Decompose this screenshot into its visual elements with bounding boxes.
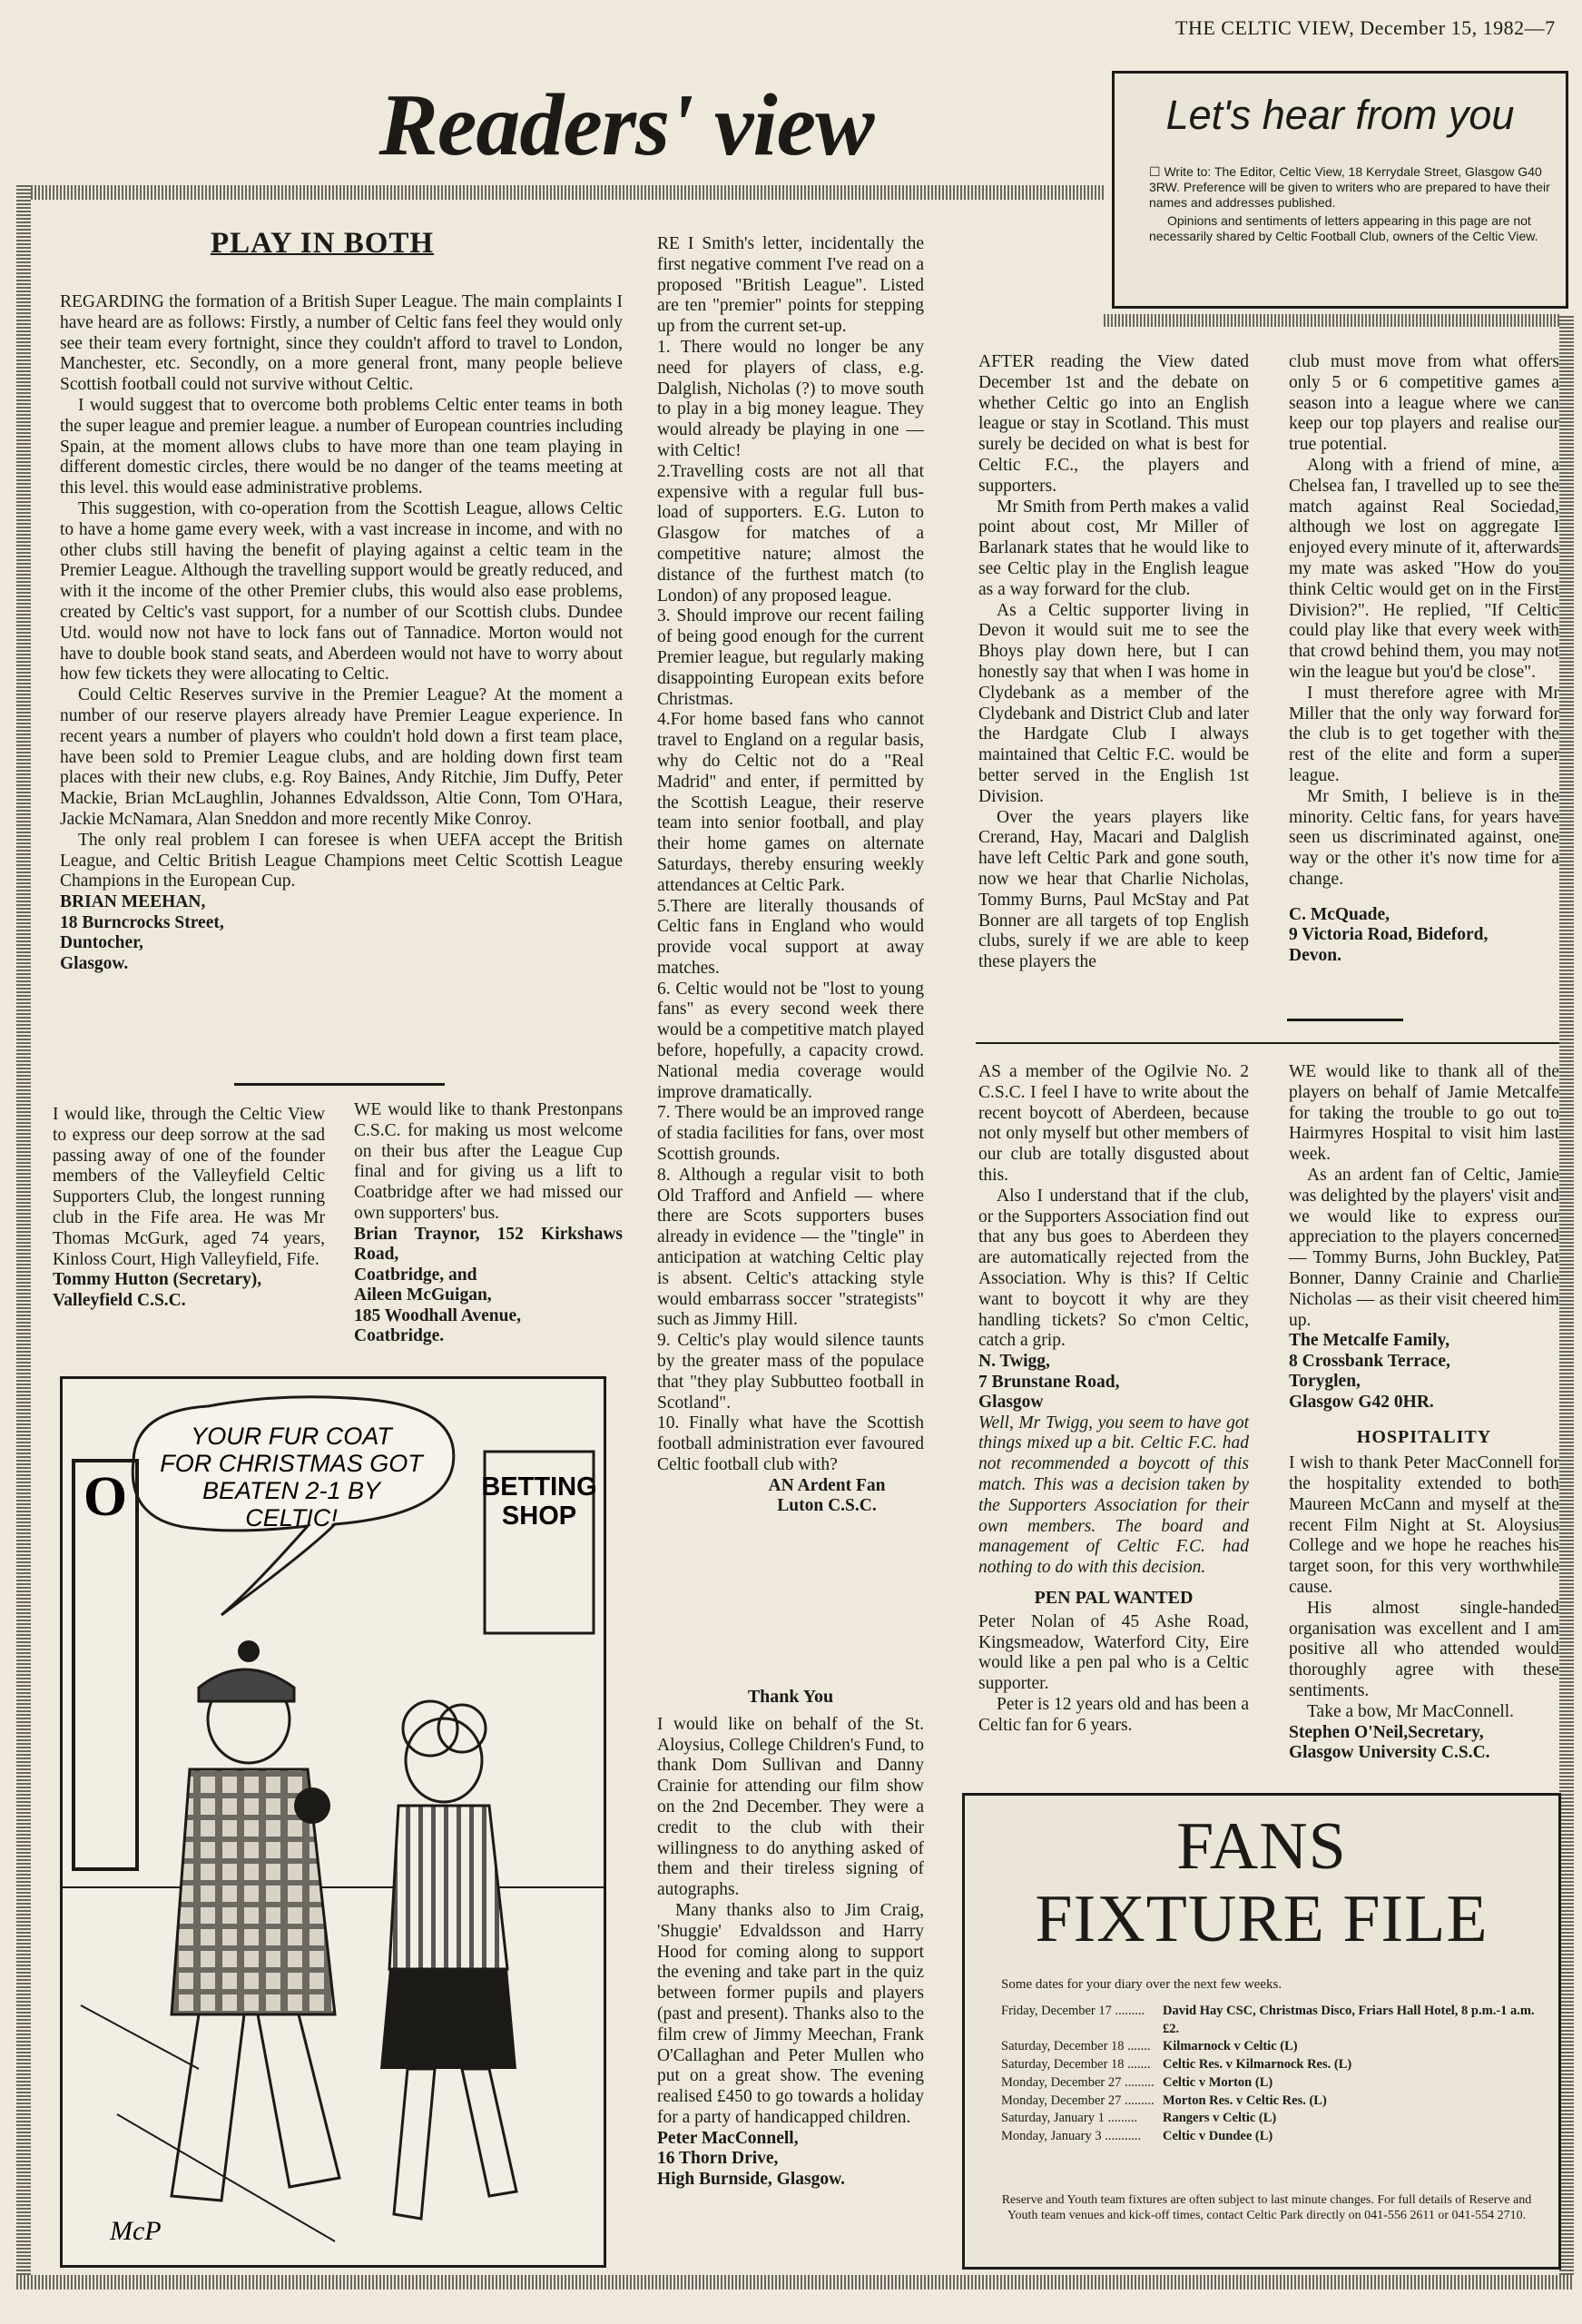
signature bbox=[1289, 1331, 1559, 1413]
signature-line: 9 Victoria Road, Bideford, bbox=[1289, 925, 1489, 945]
after-view-letter-col1 bbox=[978, 352, 1249, 973]
ardent-fan-letter bbox=[657, 234, 924, 1517]
signature-line: Glasgow. bbox=[60, 953, 129, 973]
letter-paragraph: I would like on behalf of the St. Aloysius, College Children's Fund, to thank Dom Sullivan and Danny Crainie for attending our film show on the 2nd December. They were a credit to the club with their willingness to do anything asked of them and their tireless signing of autographs. bbox=[657, 1714, 924, 1900]
right-hatched-border bbox=[1559, 314, 1574, 2290]
signature-line: Aileen McGuigan, bbox=[354, 1285, 492, 1305]
signature bbox=[657, 2129, 924, 2191]
letter-paragraph: AS a member of the Ogilvie No. 2 C.S.C. I feel I have to write about the recent boycott of Aberdeen, because not only myself but other members of our club are totally disgusted about this. bbox=[978, 1062, 1249, 1185]
signature-line: Stephen O'Neil,Secretary, bbox=[1289, 1722, 1484, 1742]
list-item: 2.Travelling costs are not all that expensive with a regular full bus-load of supporters. E.G. Luton to Glasgow for matches of a competitive nature; almost the distance of the furthest match (to London) of any proposed league. bbox=[657, 461, 924, 606]
letter-paragraph: WE would like to thank Prestonpans C.S.C. for making us most welcome on their bus after the League Cup final and for giving us a lift to Coatbridge after we had missed our own supporters' bus. bbox=[354, 1100, 623, 1223]
cartoon-illustration bbox=[63, 1379, 604, 2265]
letter-paragraph: REGARDING the formation of a British Super League. The main complaints I have heard are as follows: Firstly, a number of Celtic fans feel they would only see their team every fortnight, since they couldn't afford to travel to London, Manchester, etc. Secondly, on a more general front, many people believe Scottish football could not survive without Celtic. bbox=[60, 292, 623, 395]
letter-paragraph: Along with a friend of mine, a Chelsea fan, I travelled up to see the match against Real Sociedad, although we lost on aggregate I enjoyed every minute of it, afterwards my mate was asked "How do you think Celtic would get on in the First Division?". He replied, "If Celtic could play like that every week with that crowd behind them, you may not win the league but you'd be close". bbox=[1289, 455, 1559, 682]
signature-line: Luton C.S.C. bbox=[777, 1496, 877, 1516]
fixture-date: Saturday, December 18 ....... bbox=[1001, 2039, 1151, 2054]
signature-line: Coatbridge. bbox=[354, 1326, 445, 1346]
speech-bubble-line: BEATEN 2-1 BY bbox=[201, 1477, 381, 1504]
fixture-title-line: FANS bbox=[1176, 1809, 1347, 1884]
thank-you-heading: Thank You bbox=[747, 1687, 834, 1707]
fixture-row bbox=[1001, 2003, 1546, 2038]
letter-paragraph: This suggestion, with co-operation from the Scottish League, allows Celtic to have a home game every week, with a vast increase in income, and with no other clubs still having the benefit of playing against a celtic team in the Premier League. Although the travelling support would be greatly reduced, and with it the income of the other Premier clubs, this would also ease problems, created by Celtic's vast support, for a number of our Scottish clubs. Dundee Utd. would now not have to lock fans out of Tannadice. Morton would not have to double book stand seats, and Aberdeen would not have to worry about how few tickets they were allocating to Celtic. bbox=[60, 498, 623, 684]
fixture-event: Celtic Res. v Kilmarnock Res. (L) bbox=[1163, 2057, 1352, 2073]
prestonpans-letter bbox=[354, 1100, 623, 1347]
artist-signature: McP bbox=[110, 2216, 162, 2246]
after-view-letter-col2 bbox=[1289, 352, 1559, 966]
signature-line: Devon. bbox=[1289, 945, 1341, 965]
fixture-file-box bbox=[962, 1793, 1561, 2270]
letter-paragraph: WE would like to thank all of the players on behalf of Jamie Metcalfe for taking the trouble to go out to Hairmyres Hospital to visit him last week. bbox=[1289, 1062, 1559, 1165]
fixture-row bbox=[1001, 2093, 1546, 2111]
signature bbox=[53, 1270, 325, 1311]
fixture-event: Celtic v Morton (L) bbox=[1163, 2074, 1273, 2090]
fixture-list bbox=[1001, 2003, 1546, 2146]
letter-paragraph: Mr Smith, I believe is in the minority. Celtic fans, for years have seen us discriminated against, one way or the other it's now time for a change. bbox=[1289, 786, 1559, 889]
letter-paragraph: Take a bow, Mr MacConnell. bbox=[1307, 1701, 1515, 1721]
signature bbox=[657, 1476, 924, 1517]
fixture-row bbox=[1001, 2074, 1546, 2093]
top-hatched-border bbox=[16, 185, 1104, 200]
list-item: 6. Celtic would not be "lost to young fans" as every second week there would be a competitive match played before, hopefully, a capacity crowd. National media coverage would improve dramatically. bbox=[657, 979, 924, 1102]
fixture-date: Monday, December 27 ......... bbox=[1001, 2074, 1155, 2090]
letter-paragraph: As a Celtic supporter living in Devon it would suit me to see the Bhoys play down here, but I can honestly say that when I was home in Clydebank as a member of the Clydebank and District Club and later the Hardgate Club I always maintained that Celtic F.C. would be better served in the English 1st Division. bbox=[978, 600, 1249, 806]
metcalfe-letter bbox=[1289, 1062, 1559, 1764]
speech-bubble-line: FOR CHRISTMAS GOT bbox=[160, 1450, 423, 1477]
signature-line: Glasgow bbox=[978, 1393, 1044, 1413]
fixture-date: Friday, December 17 ......... bbox=[1001, 2004, 1145, 2018]
signature-line: AN Ardent Fan bbox=[768, 1475, 886, 1495]
signature-line: Coatbridge, and bbox=[354, 1265, 477, 1285]
signature-line: 185 Woodhall Avenue, bbox=[354, 1305, 522, 1325]
fixture-event: Rangers v Celtic (L) bbox=[1163, 2111, 1277, 2126]
fixture-row bbox=[1001, 2038, 1546, 2056]
fixture-date: Saturday, January 1 ......... bbox=[1001, 2111, 1138, 2126]
speech-bubble-line: YOUR FUR COAT bbox=[191, 1423, 392, 1450]
cartoon bbox=[60, 1376, 606, 2268]
contact-box-title: Let's hear from you bbox=[1165, 92, 1515, 138]
page-title: Readers' view bbox=[378, 76, 874, 174]
contact-address: Write to: The Editor, Celtic View, 18 Kerrydale Street, Glasgow G40 3RW. Preference will be given to writers who are prepared to have their names and addresses published. bbox=[1149, 164, 1550, 210]
signature-line: C. McQuade, bbox=[1289, 904, 1390, 924]
letter-paragraph: I would like, through the Celtic View to express our deep sorrow at the sad passing away of one of the founder members of the Valleyfield Celtic Supporters Club, the longest running club in the Fife area. He was Mr Thomas McGurk, aged 74 years, Kinloss Court, High Valleyfield, Fife. bbox=[53, 1105, 325, 1269]
fixture-event: Kilmarnock v Celtic (L) bbox=[1163, 2039, 1298, 2054]
letter-paragraph: I wish to thank Peter MacConnell for the hospitality extended to both Maureen McCann and myself at the recent Film Night at St. Aloysius College and we hope he reaches his target soon, for this very worthwhile cause. bbox=[1289, 1453, 1559, 1597]
left-hatched-border bbox=[16, 185, 31, 2290]
fixture-row bbox=[1001, 2110, 1546, 2128]
letter-paragraph: Many thanks also to Jim Craig, 'Shuggie' Edvaldsson and Harry Hood for coming along to support the evening and take part in the quiz between former pupils and players (past and present). Thanks also to the film crew of Jimmy Meechan, Frank O'Callaghan and Peter Mullen who put on a great show. The evening realised £450 to go towards a holiday for a party of handicapped children. bbox=[657, 1900, 924, 2127]
signature-line: Valleyfield C.S.C. bbox=[53, 1290, 186, 1310]
signature-line: Brian Traynor, 152 Kirkshaws Road, bbox=[354, 1224, 623, 1265]
fixture-event: Morton Res. v Celtic Res. (L) bbox=[1163, 2093, 1327, 2108]
betting-shop-sign: BETTING bbox=[481, 1472, 597, 1502]
signature-line: Glasgow G42 0HR. bbox=[1289, 1392, 1434, 1412]
letter-paragraph: Could Celtic Reserves survive in the Premier League? At the moment a number of our reserve players already have Premier League experience. In recent years a number of players who couldn't hold down a first team place, have been sold to Premier League clubs, and are holding down first team places with their new clubs, e.g. Roy Baines, Andy Ritchie, Jim Duffy, Peter Mackie, Brian McLaughlin, Johannes Edvaldsson, Altie Conn, Tom O'Hara, Jackie McNamara, Alan Sneddon and more recently Mike Conroy. bbox=[60, 685, 623, 829]
fixture-date: Monday, December 27 ......... bbox=[1001, 2093, 1155, 2108]
signature-line: Duntocher, bbox=[60, 933, 143, 953]
disclaimer: Opinions and sentiments of letters appearing in this page are not necessarily shared by Celtic Football Club, owners of the Celtic View. bbox=[1149, 213, 1538, 243]
list-item: 7. There would be an improved range of stadia facilities for fans, over most Scottish grounds. bbox=[657, 1103, 924, 1165]
letter-paragraph: Mr Smith from Perth makes a valid point about cost, Mr Miller of Barlanark states that he would like to see Celtic play in the English league as a way forward for the club. bbox=[978, 497, 1249, 599]
letter-paragraph: As an ardent fan of Celtic, Jamie was delighted by the players' visit and we would like to express our appreciation to the players concerned — Tommy Burns, John Buckley, Pat Bonner, Danny Crainie and Charlie Nicholas — as their visit cheered him up. bbox=[1289, 1165, 1559, 1330]
signature-line: Peter MacConnell, bbox=[657, 2128, 799, 2148]
list-item: 1. There would no longer be any need for players of class, e.g. Dalglish, Nicholas (?) to move south to play in a big money league. They would already be playing in one — with Celtic! bbox=[657, 337, 924, 460]
signature-line: 8 Crossbank Terrace, bbox=[1289, 1351, 1450, 1371]
speech-bubble-line: CELTIC! bbox=[245, 1504, 338, 1531]
betting-shop-sign: SHOP bbox=[501, 1502, 577, 1531]
letter-paragraph: Peter Nolan of 45 Ashe Road, Kingsmeadow, Waterford City, Eire would like a pen pal who is a Celtic supporter. bbox=[978, 1611, 1249, 1694]
letter-paragraph: Also I understand that if the club, or the Supporters Association find out that any bus goes to Aberdeen they are automatically rejected from the Association. Why is this? If Celtic want to boycott it why are they handling tickets? So c'mon Celtic, catch a grip. bbox=[978, 1186, 1249, 1351]
editor-reply: Well, Mr Twigg, you seem to have got things mixed up a bit. Celtic F.C. had not recommended a boycott of this match. This was a decision taken by the Supporters Association for their own members. The board and management of Celtic F.C. had nothing to do with this decision. bbox=[978, 1413, 1249, 1578]
signature bbox=[1289, 1723, 1559, 1764]
signature bbox=[978, 1352, 1249, 1413]
ogilvie-letter bbox=[978, 1062, 1249, 1737]
letter-paragraph: I must therefore agree with Mr Miller that the only way forward for the club is to get together with the rest of the elite and form a super league. bbox=[1289, 683, 1559, 785]
fixture-event: David Hay CSC, Christmas Disco, Friars Hall Hotel, 8 p.m.-1 a.m. £2. bbox=[1163, 2004, 1535, 2036]
list-item: 10. Finally what have the Scottish football administration ever favoured Celtic football club with? bbox=[657, 1413, 924, 1475]
thank-you-letter bbox=[657, 1687, 924, 2190]
signature-line: 7 Brunstane Road, bbox=[978, 1372, 1120, 1392]
signature-line: 18 Burncrocks Street, bbox=[60, 912, 224, 932]
list-item: 5.There are literally thousands of Celtic fans in England who would provide vocal support at away matches. bbox=[657, 896, 924, 978]
letter-paragraph: Over the years players like Crerand, Hay, Macari and Dalglish have left Celtic Park and gone south, now we hear that Charlie Nicholas, Tommy Burns, Paul McStay and Pat Bonner are all targets of top English clubs, surely if we are able to keep these players the bbox=[978, 807, 1249, 972]
checkbox-icon: ☐ bbox=[1149, 164, 1161, 179]
signature-line: High Burnside, Glasgow. bbox=[657, 2169, 845, 2189]
hospitality-heading: HOSPITALITY bbox=[1356, 1427, 1492, 1448]
letter-paragraph: AFTER reading the View dated December 1st and the debate on whether Celtic go into an English league or stay in Scotland. This must surely be decided on what is best for Celtic F.C., the players and supporters. bbox=[978, 352, 1249, 496]
fixture-date: Saturday, December 18 ....... bbox=[1001, 2057, 1151, 2073]
door-letter: O bbox=[83, 1466, 128, 1528]
fixture-intro: Some dates for your diary over the next few weeks. bbox=[1001, 1977, 1282, 1992]
signature-line: The Metcalfe Family, bbox=[1289, 1331, 1450, 1351]
fixture-event: Celtic v Dundee (L) bbox=[1163, 2128, 1273, 2143]
fixture-row bbox=[1001, 2128, 1546, 2146]
list-item: 4.For home based fans who cannot travel to England on a regular basis, why do Celtic not do a "Real Madrid" and enter, if permitted by the Scottish League, their reserve team into senior football, and play their home games on alternate Saturdays, thereby ensuring weekly attendances at Celtic Park. bbox=[657, 710, 924, 895]
contact-box bbox=[1112, 71, 1568, 309]
fixture-file-title bbox=[965, 1810, 1558, 1955]
pen-pal-heading: PEN PAL WANTED bbox=[1034, 1588, 1194, 1609]
signature-line: Tommy Hutton (Secretary), bbox=[53, 1270, 262, 1290]
signature bbox=[354, 1225, 623, 1347]
top-right-hatched-border bbox=[1104, 314, 1572, 327]
bottom-hatched-border bbox=[16, 2275, 1574, 2290]
letter-paragraph: Peter is 12 years old and has been a Celtic fan for 6 years. bbox=[978, 1695, 1249, 1735]
fixture-note: Reserve and Youth team fixtures are often subject to last minute changes. For full details of Reserve and Youth team venues and kick-off times, contact Celtic Park directly on 041-556 2611 or 041-554 2710. bbox=[1001, 2193, 1532, 2222]
signature-line: 16 Thorn Drive, bbox=[657, 2149, 779, 2169]
letter-paragraph: RE I Smith's letter, incidentally the first negative comment I've read on a proposed "British League". Listed are ten "premier" points for stepping up from the current set-up. bbox=[657, 234, 924, 337]
play-in-both-letter bbox=[60, 292, 623, 974]
letter-paragraph: I would suggest that to overcome both problems Celtic enter teams in both the super league and premier league. a number of European countries including Spain, at the moment allows clubs to have more than one team playing in different domestic circles, there would be no danger of the teams meeting at this level. this would ease administrative problems. bbox=[60, 395, 623, 498]
signature bbox=[1289, 905, 1559, 967]
divider bbox=[1287, 1019, 1403, 1021]
signature-line: Toryglen, bbox=[1289, 1372, 1361, 1392]
list-item: 9. Celtic's play would silence taunts by the greater mass of the populace that "they play Subbutteo football in Scotland". bbox=[657, 1331, 924, 1413]
list-item: 3. Should improve our recent failing of being good enough for the current Premier league, but regularly making disappointing European exits before Christmas. bbox=[657, 606, 924, 709]
play-in-both-heading: PLAY IN BOTH bbox=[210, 227, 435, 260]
valleyfield-letter bbox=[53, 1105, 325, 1311]
list-item: 8. Although a regular visit to both Old Trafford and Anfield — where there are Scots supporters buses already in evidence — the "tingle" in anticipation at watching Celtic play is absent. Celtic's attacking style would embarrass soccer "strategists" such as Jimmy Hill. bbox=[657, 1165, 924, 1330]
signature-line: Glasgow University C.S.C. bbox=[1289, 1743, 1490, 1763]
letter-paragraph: His almost single-handed organisation was excellent and I am positive all who attended would thoroughly agree with these sentiments. bbox=[1289, 1598, 1559, 1700]
divider bbox=[976, 1042, 1559, 1044]
fixture-row bbox=[1001, 2056, 1546, 2074]
fixture-date: Monday, January 3 ........... bbox=[1001, 2128, 1142, 2143]
contact-box-text bbox=[1149, 164, 1556, 247]
running-head: THE CELTIC VIEW, December 15, 1982—7 bbox=[1175, 16, 1556, 39]
letter-paragraph: club must move from what offers only 5 or 6 competitive games a season into a league where we can keep our top players and realise our true potential. bbox=[1289, 352, 1559, 455]
letter-paragraph: The only real problem I can foresee is when UEFA accept the British League, and Celtic British League Champions meet Celtic Scottish League Champions in the European Cup. bbox=[60, 830, 623, 891]
signature-line: BRIAN MEEHAN, bbox=[60, 892, 206, 912]
signature-line: N. Twigg, bbox=[978, 1352, 1050, 1372]
signature bbox=[60, 892, 623, 974]
fixture-title-line: FIXTURE FILE bbox=[1035, 1882, 1489, 1956]
divider bbox=[234, 1083, 445, 1086]
